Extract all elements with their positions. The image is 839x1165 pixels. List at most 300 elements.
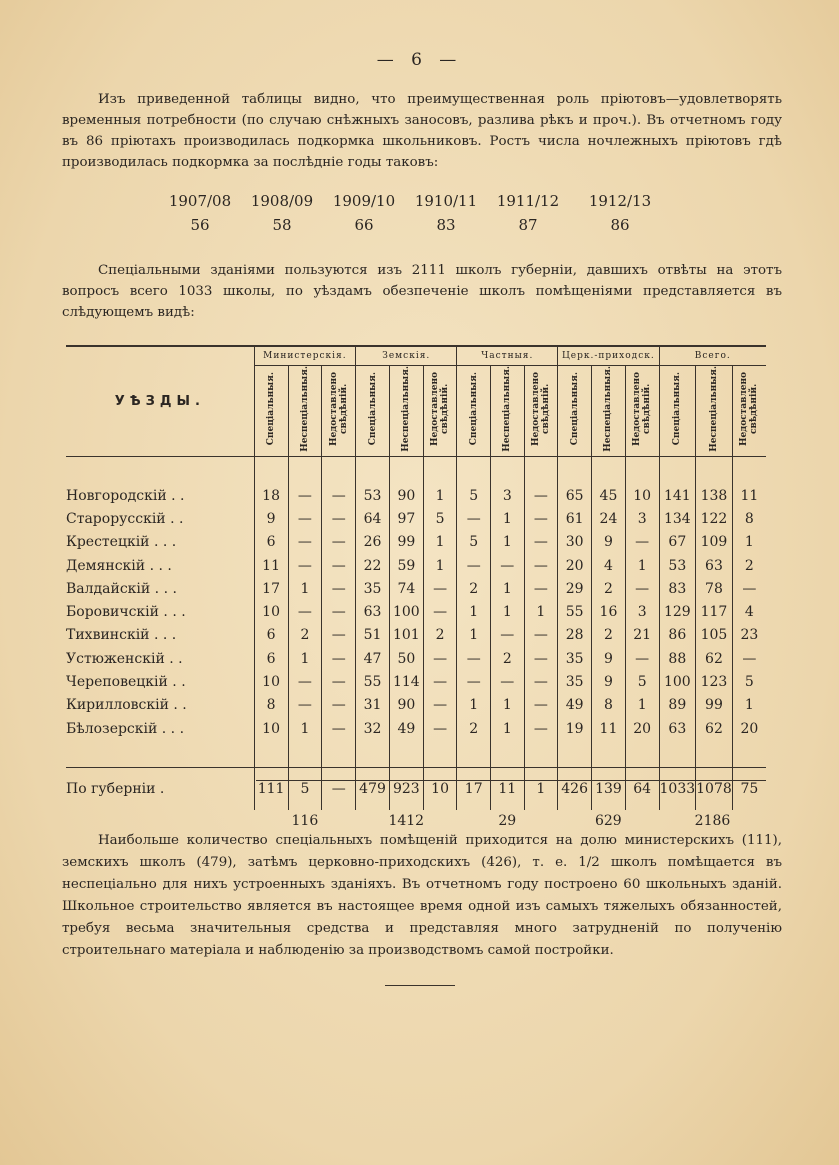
table-cell: 1 [288,717,322,740]
table-cell: 114 [389,670,423,693]
group-sum: 629 [594,813,622,830]
table-cell: 5 [457,531,491,554]
column-subheader [322,366,356,457]
column-subheader-label: Спеціальныя. [367,372,378,446]
uezd-name: Валдайскій . . . [66,580,177,597]
schools-buildings-table [66,347,766,832]
column-subheader-label: Недоставлено свѣдѣній. [632,371,653,447]
table-cell: 1078 [696,768,733,811]
uezd-name: Боровичскій . . . [66,604,186,621]
table-row [66,484,766,507]
uezd-name: Старорусскій . . [66,510,184,527]
end-rule [385,985,455,986]
table-cell: — [288,554,322,577]
table-cell: — [322,531,356,554]
year-col [324,192,404,234]
column-subheader [389,366,423,457]
page-number: — 6 — [376,50,463,70]
spacer-cell [254,457,288,485]
uezd-name: Тихвинскій . . . [66,627,177,644]
table-cell: 23 [732,624,766,647]
table-cell: 1 [625,694,659,717]
table-cell: — [322,717,356,740]
table-cell: 99 [389,531,423,554]
year-label: 1907/08 [168,192,232,210]
column-subheader [732,366,766,457]
table-row [66,600,766,623]
table-cell: — [288,507,322,530]
table-cell: 2 [457,717,491,740]
table-cell: 1 [490,600,524,623]
table-cell: 117 [696,600,733,623]
table-cell: 90 [389,484,423,507]
uezd-header: УѢЗДЫ. [66,347,254,457]
column-subheader [558,366,592,457]
table-cell: — [423,577,457,600]
table-cell: — [524,717,558,740]
table-cell: 74 [389,577,423,600]
table-cell: — [423,717,457,740]
table-cell: 2 [592,577,626,600]
uezd-name: Новгородскій . . [66,487,185,504]
table-cell: 8 [254,694,288,717]
table-cell: — [322,647,356,670]
column-subheader-label: Недоставлено свѣдѣній. [430,371,451,447]
table-cell: 1 [423,531,457,554]
sum-spacer [66,810,254,832]
table-cell: 22 [356,554,390,577]
spacer-cell [356,740,390,768]
table-cell: 50 [389,647,423,670]
spacer-cell [592,740,626,768]
table-cell: 5 [457,484,491,507]
table-cell: 479 [356,768,390,811]
spacer-cell [288,457,322,485]
table-cell: 65 [558,484,592,507]
table-cell: 100 [659,670,696,693]
year-label: 1911/12 [496,192,560,210]
table-cell: 28 [558,624,592,647]
table-cell: 10 [423,768,457,811]
spacer-cell [66,740,254,768]
spacer-cell [696,740,733,768]
table-cell: 11 [254,554,288,577]
spacer-cell [732,740,766,768]
column-subheader-label: Спеціальныя. [569,372,580,446]
column-subheader-label: Недоставлено свѣдѣній. [328,371,349,447]
table-cell: 1 [423,554,457,577]
table-cell: 101 [389,624,423,647]
table-cell: — [732,647,766,670]
table-cell: 3 [625,507,659,530]
table-cell: 17 [254,577,288,600]
table-cell: 59 [389,554,423,577]
table-cell: 1 [423,484,457,507]
table-cell: 5 [288,768,322,811]
table-cell: 1 [732,694,766,717]
table-cell: 10 [254,600,288,623]
spacer-cell [356,457,390,485]
spacer-cell [558,740,592,768]
table-cell: 63 [696,554,733,577]
spacer-cell [254,740,288,768]
table-cell: — [322,484,356,507]
spacer-cell [625,457,659,485]
paragraph-buildings: Спеціальными зданіями пользуются изъ 2111 школъ губерніи, давшихъ отвѣты на этотъ вопросъ всего 1033 школы, по уѣздамъ обезпеченіе школъ помѣщеніями представляется въ слѣдующемъ видѣ: [62,263,782,320]
table-cell: 6 [254,624,288,647]
table-cell: 6 [254,647,288,670]
spacer-cell [732,457,766,485]
column-subheader [457,366,491,457]
column-subheader-label: Недоставлено свѣдѣній. [530,371,551,447]
table-cell: — [423,670,457,693]
spacer-cell [423,740,457,768]
group-sum: 29 [498,813,517,830]
table-cell: 111 [254,768,288,811]
table-cell: — [490,624,524,647]
table-cell: 64 [625,768,659,811]
table-row [66,554,766,577]
table-cell: 11 [592,717,626,740]
table-cell: 18 [254,484,288,507]
table-cell: — [322,600,356,623]
column-subheader [254,366,288,457]
column-subheader [592,366,626,457]
table-cell: 63 [659,717,696,740]
table-cell: 9 [592,531,626,554]
table-cell: 78 [696,577,733,600]
spacer-cell [389,740,423,768]
table-cell: — [288,600,322,623]
table-cell: 1 [625,554,659,577]
table-cell: 53 [356,484,390,507]
year-label: 1910/11 [414,192,478,210]
table-cell: 2 [490,647,524,670]
paragraph-conclusion: Наибольше количество спеціальныхъ помѣщеній приходится на долю министерскихъ (111), земскихъ школъ (479), затѣмъ церковно-приходскихъ (426), т. е. 1/2 школъ помѣщается въ неспеціально для нихъ устроенныхъ зданіяхъ. Въ отчетномъ году построено 60 школьныхъ зданій. Школьное строительство является въ настоящее время одной изъ самыхъ тяжелыхъ обязанностей, требуя весьма значительныя средства и представляя много затрудненій по полученію строительнаго матеріала и наблюденію за производствомъ самой постройки. [62,833,782,958]
table-cell: 20 [558,554,592,577]
table-cell: 1 [457,694,491,717]
table-cell: 134 [659,507,696,530]
spacer-cell [592,457,626,485]
year-col [160,192,240,234]
table-cell: 2 [288,624,322,647]
group-header: Церк.-приходск. [558,347,659,366]
column-subheader-label: Недоставлено свѣдѣній. [739,371,760,447]
table-cell: 1 [490,507,524,530]
year-count: 58 [272,216,292,234]
uezd-name: Демянскій . . . [66,557,172,574]
spacer-cell [389,457,423,485]
spacer-cell [659,457,696,485]
uezd-name: Череповецкій . . [66,674,186,691]
table-cell: 99 [696,694,733,717]
table-cell: 20 [625,717,659,740]
table-cell: — [625,647,659,670]
table-cell: 3 [490,484,524,507]
table-cell: — [524,554,558,577]
column-subheader [288,366,322,457]
table-cell: — [625,577,659,600]
paragraph-intro: Изъ приведенной таблицы видно, что преимущественная роль пріютовъ—удовлетворять временныя потребности (по случаю снѣжныхъ заносовъ, разлива рѣкъ и проч.). Въ отчетномъ году въ 86 пріютахъ производилась подкормка школьниковъ. Ростъ числа ночлежныхъ пріютовъ гдѣ производилась подкормка за послѣдніе годы таковъ: [62,92,782,170]
table-cell: — [288,484,322,507]
table-cell: — [457,507,491,530]
column-subheader-label: Спеціальныя. [468,372,479,446]
table-cell: 1 [490,577,524,600]
spacer-cell [524,740,558,768]
uezd-name: Кирилловскій . . [66,697,187,714]
year-count: 86 [610,216,630,234]
table-cell: — [423,694,457,717]
year-label: 1912/13 [588,192,652,210]
uezd-name: По губерніи . [66,768,254,811]
table-cell: 29 [558,577,592,600]
group-sum: 1412 [388,813,425,830]
table-row [66,577,766,600]
year-col [406,192,486,234]
column-subheader [696,366,733,457]
table-cell: 62 [696,647,733,670]
table-cell: — [423,600,457,623]
group-sum: 2186 [694,813,731,830]
table-cell: — [322,554,356,577]
spacer-cell [322,457,356,485]
spacer-cell [288,740,322,768]
table-cell: 75 [732,768,766,811]
year-count: 56 [190,216,210,234]
table-cell: 9 [592,670,626,693]
table-cell: 49 [389,717,423,740]
table-cell: 426 [558,768,592,811]
column-subheader-label: Неспеціальныя. [603,366,614,452]
table-cell: 97 [389,507,423,530]
table-cell: 129 [659,600,696,623]
table-cell: 4 [592,554,626,577]
spacer-cell [558,457,592,485]
table-cell: — [322,624,356,647]
spacer-cell [66,457,254,485]
year-count: 83 [436,216,456,234]
column-subheader-label: Спеціальныя. [672,372,683,446]
spacer-cell [659,740,696,768]
table-cell: — [288,670,322,693]
table-cell: — [457,670,491,693]
table-cell: 139 [592,768,626,811]
table-cell: 10 [254,670,288,693]
group-header: Всего. [659,347,766,366]
spacer-row [66,740,766,768]
column-subheader-label: Неспеціальныя. [502,366,513,452]
table-cell: 2 [732,554,766,577]
table-cell: — [524,694,558,717]
spacer-cell [423,457,457,485]
table-cell: 24 [592,507,626,530]
table-cell: — [322,768,356,811]
uezd-name: Устюженскій . . [66,650,183,667]
table-cell: 64 [356,507,390,530]
table-row [66,507,766,530]
table-cell: 55 [558,600,592,623]
table-cell: 88 [659,647,696,670]
table-cell: 5 [625,670,659,693]
table-cell: 6 [254,531,288,554]
table-cell: 90 [389,694,423,717]
uezd-name: Крестецкій . . . [66,534,177,551]
table-cell: 1 [490,717,524,740]
column-subheader [356,366,390,457]
table-cell: 2 [457,577,491,600]
table-cell: 30 [558,531,592,554]
table-cell: 55 [356,670,390,693]
table-cell: 49 [558,694,592,717]
group-header: Министерскія. [254,347,355,366]
table-cell: 35 [356,577,390,600]
group-sum-row [66,810,766,832]
table-cell: 19 [558,717,592,740]
table-row [66,717,766,740]
table-cell: 105 [696,624,733,647]
table-row [66,624,766,647]
table-cell: 53 [659,554,696,577]
spacer-row [66,457,766,485]
year-count: 87 [518,216,538,234]
spacer-cell [524,457,558,485]
table-row [66,647,766,670]
table-cell: 1 [490,531,524,554]
table-cell: — [490,554,524,577]
table-cell: 61 [558,507,592,530]
table-cell: 11 [732,484,766,507]
table-cell: 138 [696,484,733,507]
table-cell: — [625,531,659,554]
column-subheader [625,366,659,457]
table-cell: — [524,531,558,554]
table-cell: 8 [592,694,626,717]
table-cell: — [524,647,558,670]
table-cell: — [288,531,322,554]
table-cell: 1 [288,577,322,600]
spacer-cell [696,457,733,485]
year-label: 1909/10 [332,192,396,210]
table-cell: 1 [732,531,766,554]
table-cell: 100 [389,600,423,623]
table-cell: — [524,624,558,647]
table-cell: 16 [592,600,626,623]
table-cell: 51 [356,624,390,647]
table-cell: — [732,577,766,600]
spacer-cell [625,740,659,768]
table-cell: 89 [659,694,696,717]
table-cell: — [457,647,491,670]
spacer-cell [457,457,491,485]
year-col [242,192,322,234]
column-subheader-label: Неспеціальныя. [708,366,719,452]
table-cell: 10 [625,484,659,507]
group-header: Земскія. [356,347,457,366]
year-count: 66 [354,216,374,234]
column-subheader [659,366,696,457]
table-cell: — [322,577,356,600]
table-row [66,531,766,554]
table-cell: 1 [524,600,558,623]
table-cell: 47 [356,647,390,670]
table-cell: — [457,554,491,577]
table-cell: 63 [356,600,390,623]
table-cell: 83 [659,577,696,600]
year-label: 1908/09 [250,192,314,210]
table-cell: 26 [356,531,390,554]
table-cell: 2 [592,624,626,647]
group-header: Частныя. [457,347,558,366]
year-col [580,192,660,234]
table-bottom-rule [256,780,766,781]
column-subheader [423,366,457,457]
spacer-cell [490,457,524,485]
table-row [66,670,766,693]
table-cell: 1033 [659,768,696,811]
table-cell: 123 [696,670,733,693]
table-row [66,694,766,717]
column-subheader-label: Неспеціальныя. [299,366,310,452]
table-cell: 21 [625,624,659,647]
table-cell: 45 [592,484,626,507]
group-sum: 116 [291,813,319,830]
table-cell: — [322,507,356,530]
table-cell: 11 [490,768,524,811]
table-cell: 9 [254,507,288,530]
table-cell: 32 [356,717,390,740]
table-cell: — [490,670,524,693]
table-cell: 20 [732,717,766,740]
year-col [488,192,568,234]
column-subheader [524,366,558,457]
table-cell: 109 [696,531,733,554]
table-cell: — [524,577,558,600]
table-cell: 3 [625,600,659,623]
table-body [66,457,766,833]
table-cell: — [423,647,457,670]
column-subheader-label: Неспеціальныя. [401,366,412,452]
table-cell: 86 [659,624,696,647]
table-cell: 1 [524,768,558,811]
table-cell: — [524,507,558,530]
uezd-name: Бѣлозерскій . . . [66,720,185,737]
spacer-cell [457,740,491,768]
table-cell: 31 [356,694,390,717]
table-cell: 35 [558,647,592,670]
table-cell: 17 [457,768,491,811]
table-cell: — [288,694,322,717]
table-cell: 35 [558,670,592,693]
table-cell: 1 [288,647,322,670]
table-cell: 5 [732,670,766,693]
table-cell: — [524,670,558,693]
spacer-cell [490,740,524,768]
table-cell: 141 [659,484,696,507]
total-row [66,768,766,811]
table-cell: 62 [696,717,733,740]
table-cell: 1 [457,624,491,647]
table-cell: 1 [490,694,524,717]
table-cell: 122 [696,507,733,530]
table-cell: 8 [732,507,766,530]
table-cell: 67 [659,531,696,554]
table-cell: 9 [592,647,626,670]
table-cell: — [524,484,558,507]
table-cell: — [322,670,356,693]
column-subheader [490,366,524,457]
table-cell: 1 [457,600,491,623]
table-cell: 10 [254,717,288,740]
